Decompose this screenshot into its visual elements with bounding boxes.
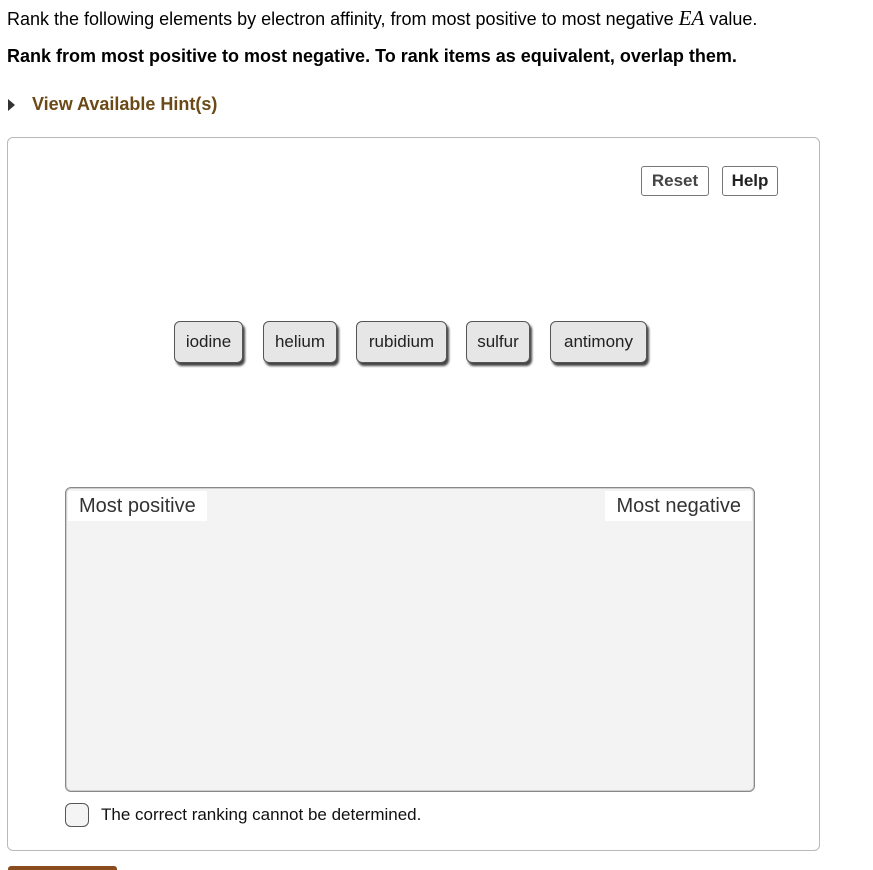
draggable-item-helium[interactable] bbox=[263, 321, 337, 363]
help-button[interactable]: Help bbox=[722, 166, 778, 196]
question-prompt-prefix: Rank the following elements by electron affinity, from most positive to most negative bbox=[7, 9, 679, 29]
cannot-determine-option[interactable] bbox=[65, 803, 421, 827]
item-label: rubidium bbox=[368, 332, 435, 351]
draggable-item-sulfur[interactable] bbox=[466, 321, 530, 363]
reset-button[interactable]: Reset bbox=[641, 166, 709, 196]
draggable-item-iodine[interactable] bbox=[174, 321, 243, 363]
draggable-item-antimony[interactable] bbox=[550, 321, 647, 363]
cannot-determine-checkbox[interactable] bbox=[65, 803, 89, 827]
item-label: helium bbox=[274, 332, 326, 351]
ranking-instruction: Rank from most positive to most negative. To rank items as equivalent, overlap them. bbox=[7, 46, 737, 66]
most-positive-label: Most positive bbox=[68, 491, 207, 521]
ea-symbol: EA bbox=[678, 6, 705, 30]
draggable-item-rubidium[interactable] bbox=[356, 321, 447, 363]
submit-button[interactable] bbox=[8, 866, 117, 870]
question-prompt-suffix: value. bbox=[704, 9, 758, 29]
cannot-determine-label: The correct ranking cannot be determined. bbox=[101, 805, 422, 824]
item-label: iodine bbox=[185, 332, 232, 351]
view-hints-label: View Available Hint(s) bbox=[32, 94, 218, 114]
ranking-drop-zone[interactable] bbox=[65, 487, 755, 792]
item-label: antimony bbox=[564, 332, 633, 351]
caret-right-icon bbox=[8, 99, 15, 111]
item-label: sulfur bbox=[477, 332, 519, 351]
most-negative-label: Most negative bbox=[605, 491, 752, 521]
view-hints-toggle[interactable] bbox=[7, 94, 217, 115]
question-prompt bbox=[7, 6, 757, 31]
